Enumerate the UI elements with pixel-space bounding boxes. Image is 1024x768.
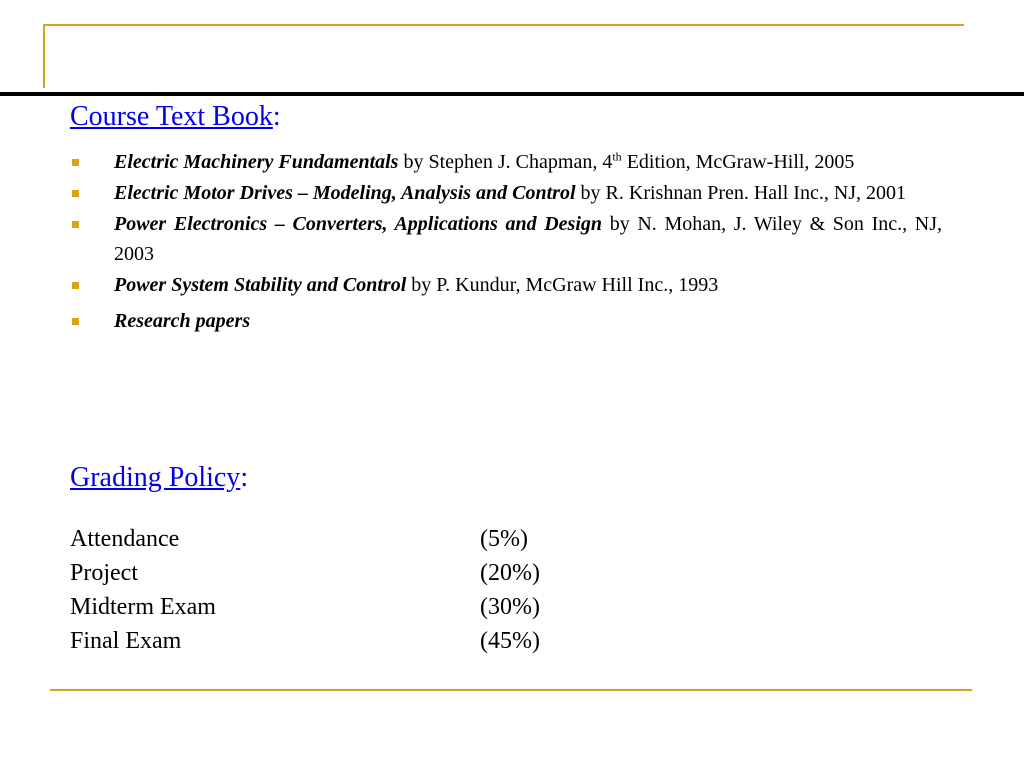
grading-row xyxy=(70,522,540,556)
grading-heading-colon: : xyxy=(240,462,249,493)
textbook-item xyxy=(70,306,942,336)
grading-heading xyxy=(70,462,248,494)
textbook-heading-colon: : xyxy=(272,101,281,132)
book-details: by P. Kundur, McGraw Hill Inc., 1993 xyxy=(406,274,719,296)
grading-component: Midterm Exam xyxy=(70,594,216,620)
textbook-item xyxy=(70,147,942,177)
grading-component: Attendance xyxy=(70,526,180,552)
textbook-heading xyxy=(70,101,281,133)
textbook-item xyxy=(70,270,942,300)
book-details: by N. Mohan, J. Wiley & Son Inc., NJ, 2003 xyxy=(114,213,943,265)
book-title: Electric Motor Drives – Modeling, Analysis and Control xyxy=(114,182,576,204)
bullet-icon xyxy=(72,190,79,197)
grading-component: Final Exam xyxy=(70,628,182,654)
bottom-accent-line xyxy=(50,689,972,691)
grading-weight: (45%) xyxy=(480,628,540,654)
bullet-icon xyxy=(72,282,79,289)
textbook-item xyxy=(70,209,942,269)
textbook-heading-link[interactable]: Course Text Book xyxy=(70,101,273,132)
book-details-continued: Edition, McGraw-Hill, 2005 xyxy=(621,151,855,173)
textbook-list xyxy=(70,147,942,337)
bullet-icon xyxy=(72,159,79,166)
grading-row xyxy=(70,556,540,590)
textbook-item xyxy=(70,178,942,208)
book-title: Power System Stability and Control xyxy=(114,274,407,296)
bullet-icon xyxy=(72,221,79,228)
book-edition-suffix: th xyxy=(612,149,622,164)
book-title: Research papers xyxy=(114,310,251,332)
bullet-icon xyxy=(72,318,79,325)
book-details: by Stephen J. Chapman, 4 xyxy=(398,151,613,173)
grading-weight: (5%) xyxy=(480,526,528,552)
title-divider xyxy=(0,92,1024,96)
grading-heading-link[interactable]: Grading Policy xyxy=(70,462,241,493)
book-title: Power Electronics – Converters, Applications and Design xyxy=(114,213,603,235)
grading-row xyxy=(70,624,540,658)
grading-list xyxy=(70,522,540,658)
grading-weight: (20%) xyxy=(480,560,540,586)
left-accent-line xyxy=(43,24,45,88)
book-title: Electric Machinery Fundamentals xyxy=(114,151,399,173)
grading-weight: (30%) xyxy=(480,594,540,620)
grading-row xyxy=(70,590,540,624)
grading-component: Project xyxy=(70,560,138,586)
book-details: by R. Krishnan Pren. Hall Inc., NJ, 2001 xyxy=(575,182,907,204)
top-accent-line xyxy=(43,24,964,26)
